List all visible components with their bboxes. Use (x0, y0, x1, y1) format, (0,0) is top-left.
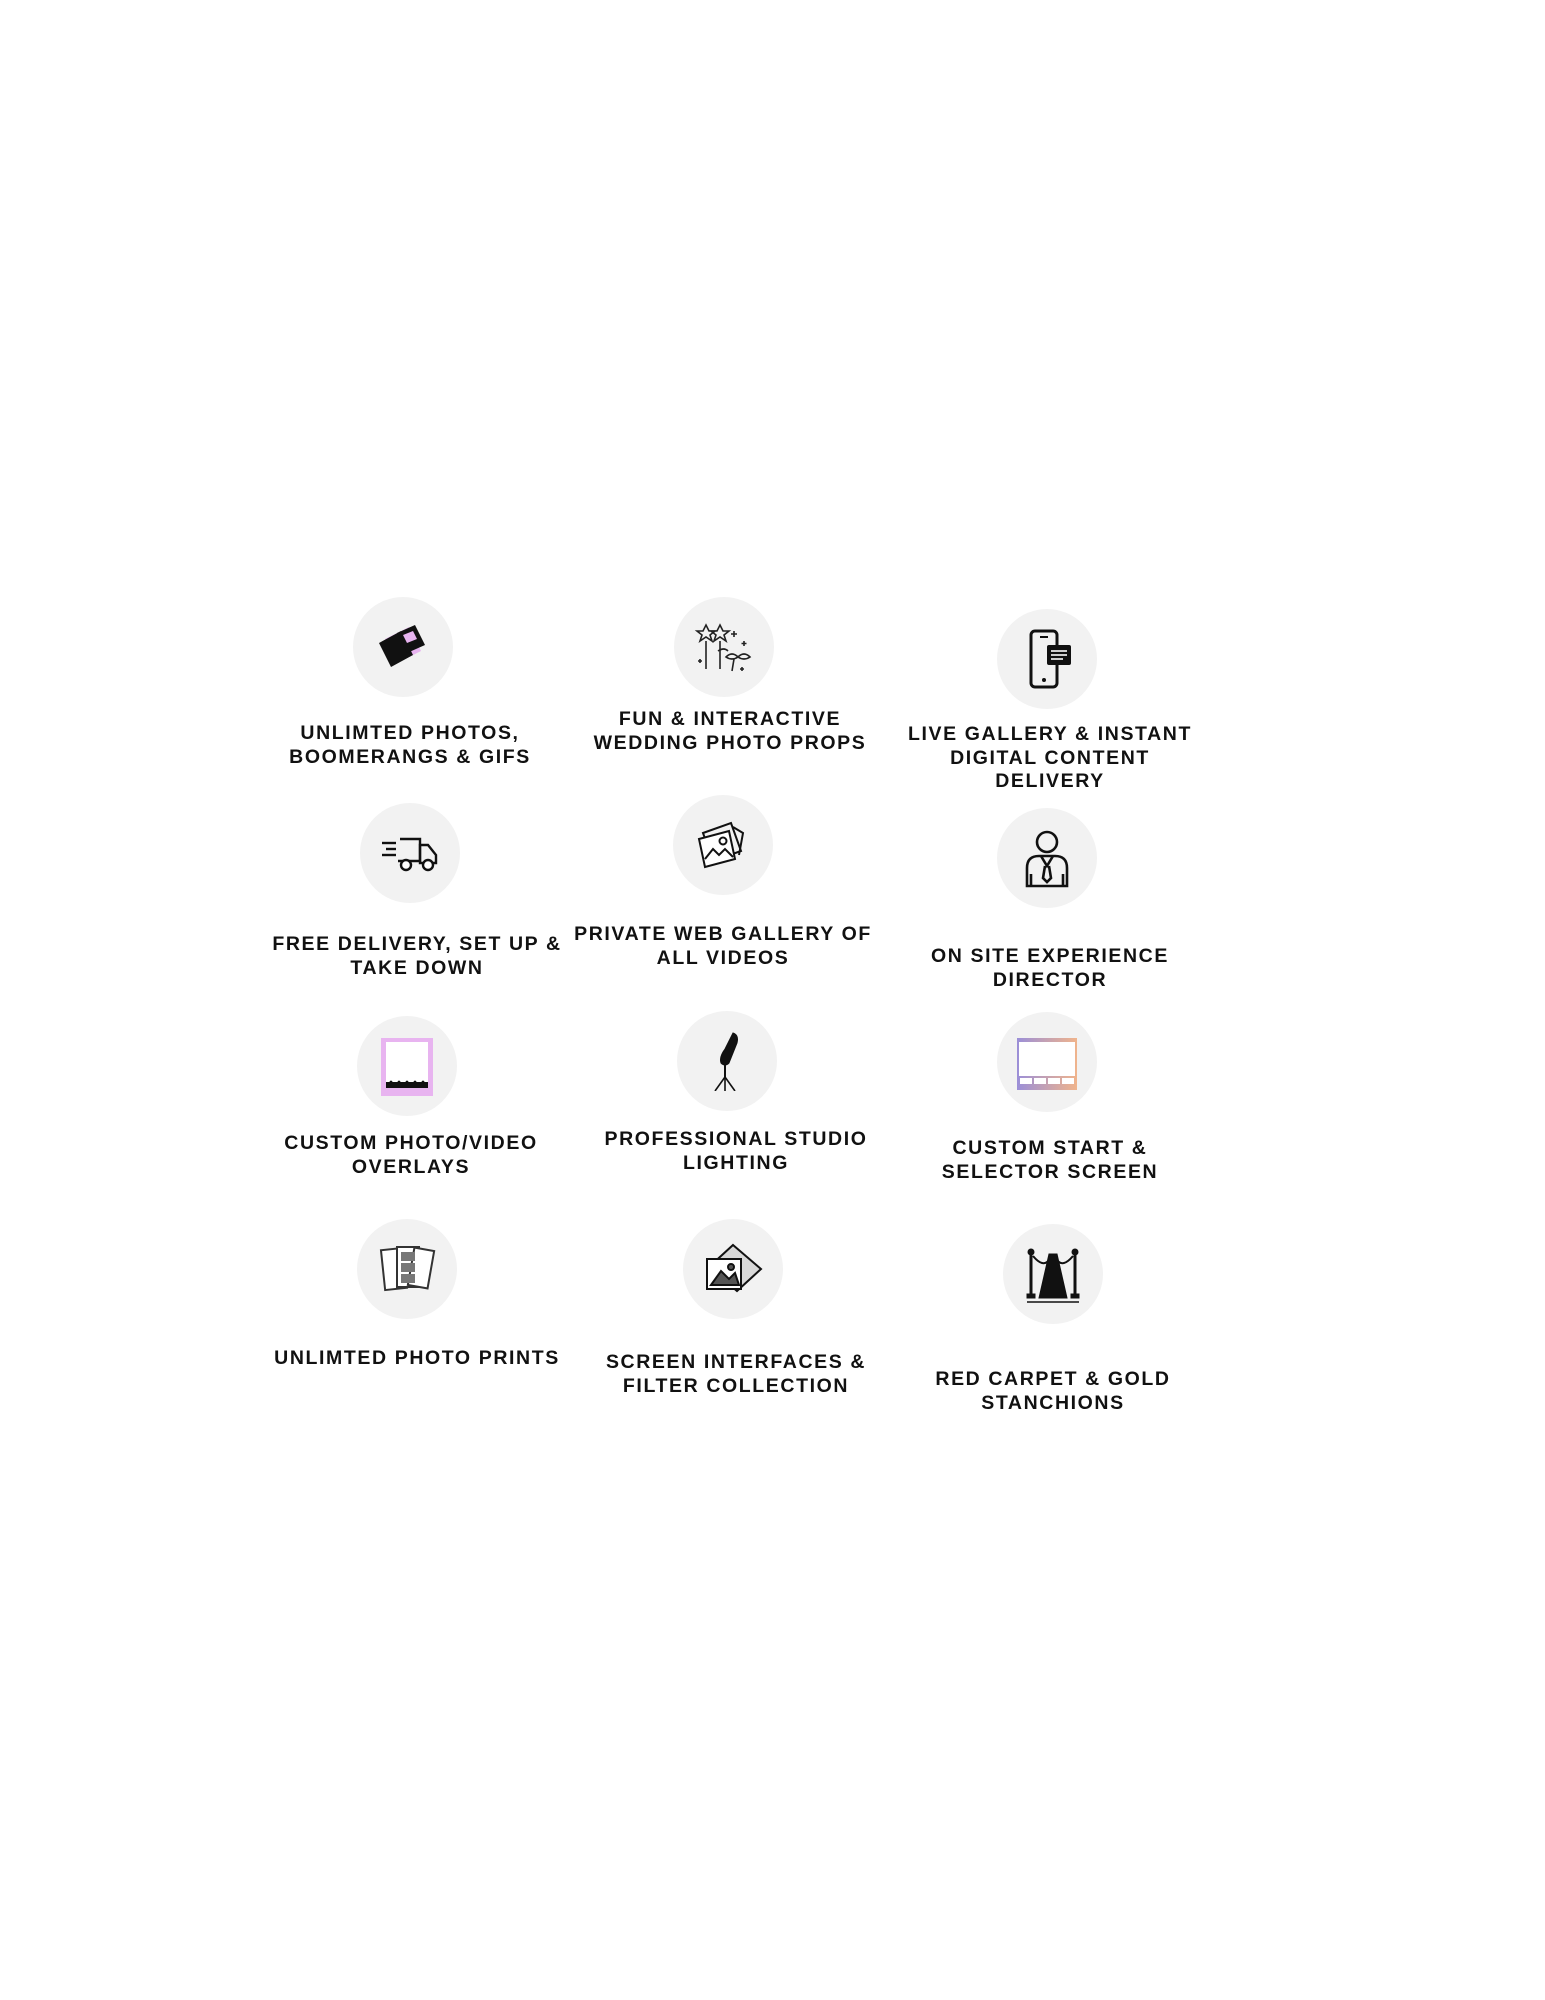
feature-label-3: LIVE GALLERY & INSTANT DIGITAL CONTENT DELIVERY (907, 723, 1192, 792)
photo-prints-icon (377, 1239, 437, 1299)
feature-label-9: CUSTOM START & SELECTOR SCREEN (941, 1137, 1159, 1183)
photo-overlay-icon (377, 1036, 437, 1096)
feature-label-1: UNLIMTED PHOTOS, BOOMERANGS & GIFS (289, 722, 531, 768)
selector-screen-icon (1017, 1032, 1077, 1092)
phone-message-icon (1017, 629, 1077, 689)
photo-props-icon (694, 617, 754, 677)
feature-icon-circle-1 (353, 597, 453, 697)
feature-label-8: PROFESSIONAL STUDIO LIGHTING (604, 1128, 868, 1174)
photo-gallery-icon (693, 815, 753, 875)
feature-icon-circle-8 (677, 1011, 777, 1111)
delivery-truck-icon (380, 823, 440, 883)
feature-icon-circle-3 (997, 609, 1097, 709)
feature-icon-circle-12 (1003, 1224, 1103, 1324)
feature-label-11: SCREEN INTERFACES & FILTER COLLECTION (605, 1351, 867, 1397)
director-person-icon (1017, 828, 1077, 888)
feature-label-10: UNLIMTED PHOTO PRINTS (274, 1347, 560, 1369)
feature-icon-circle-10 (357, 1219, 457, 1319)
feature-icon-circle-5 (673, 795, 773, 895)
feature-label-6: ON SITE EXPERIENCE DIRECTOR (931, 945, 1169, 991)
feature-label-5: PRIVATE WEB GALLERY OF ALL VIDEOS (574, 923, 872, 969)
studio-light-icon (697, 1031, 757, 1091)
feature-label-2: FUN & INTERACTIVE WEDDING PHOTO PROPS (593, 708, 867, 754)
feature-icon-circle-2 (674, 597, 774, 697)
red-carpet-icon (1023, 1244, 1083, 1304)
feature-label-7: CUSTOM PHOTO/VIDEO OVERLAYS (284, 1132, 538, 1178)
feature-icon-circle-4 (360, 803, 460, 903)
feature-icon-circle-7 (357, 1016, 457, 1116)
photo-stack-icon (373, 617, 433, 677)
screen-filter-icon (703, 1239, 763, 1299)
feature-label-12: RED CARPET & GOLD STANCHIONS (935, 1368, 1171, 1414)
feature-label-4: FREE DELIVERY, SET UP & TAKE DOWN (272, 933, 562, 979)
feature-icon-circle-6 (997, 808, 1097, 908)
feature-icon-circle-9 (997, 1012, 1097, 1112)
feature-icon-circle-11 (683, 1219, 783, 1319)
